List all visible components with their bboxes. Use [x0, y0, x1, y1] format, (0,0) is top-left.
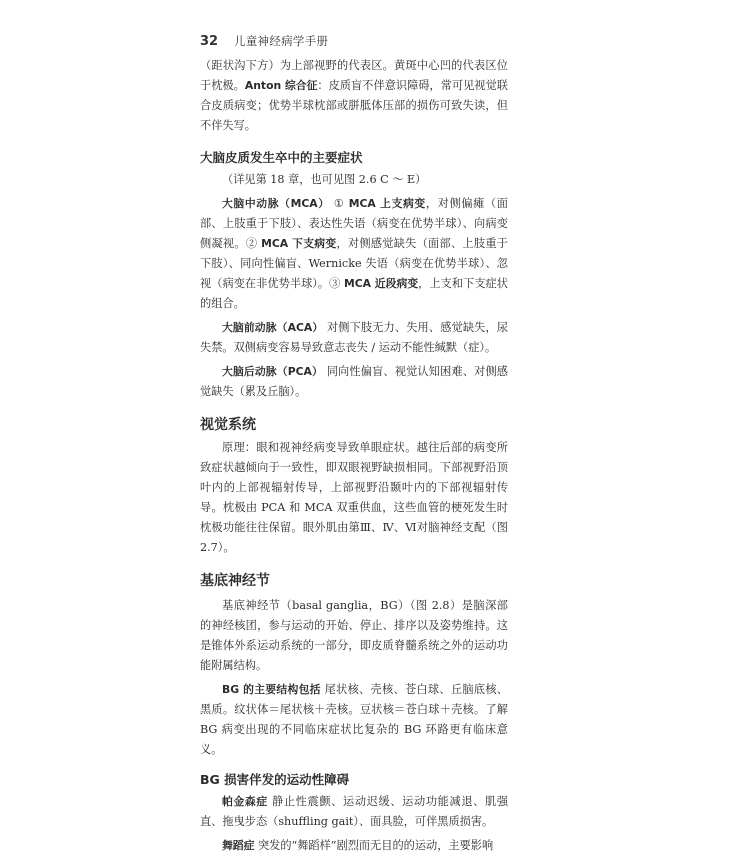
paragraph-parkinsonism — [200, 792, 508, 832]
paragraph-visual-system: 原理：眼和视神经病变导致单眼症状。越往后部的病变所致症状越倾向于一致性，即双眼视野缺损相同。下部视野沿顶叶内的上部视辐射传导，上部视野沿颞叶内的下部视辐射传导。枕极由 PCA 和 MCA 双重供血，这些血管的梗死发生时枕极功能往往保留。眼外肌由第Ⅲ、Ⅳ、Ⅵ对脑神经支配（图 2.7）。 — [200, 441, 508, 554]
term-pca: 大脑后动脉（PCA） — [222, 365, 323, 378]
running-header — [200, 33, 328, 49]
book-title: 儿童神经病学手册 — [233, 34, 329, 48]
text-run: ：皮质盲不伴意识障碍，常可见视觉联合皮质病变；优势半球枕部或胼胝体压部的损伤可致失读，但不伴失写。 — [200, 79, 508, 132]
paragraph-basal-ganglia: 基底神经节（basal ganglia，BG）（图 2.8）是脑深部的神经核团，参与运动的开始、停止、排序以及姿势维持。这是锥体外系运动系统的一部分，即皮质脊髓系统之外的运动功能附属结构。 — [200, 599, 508, 672]
paragraph-chorea — [200, 836, 508, 856]
paragraph-pca — [200, 362, 508, 402]
text-run: 对侧下肢无力、失用、感觉缺失，尿失禁。双侧病变容易导致意志丧失 / 运动不能性缄默（症）。 — [200, 321, 508, 354]
paragraph-anton — [200, 56, 508, 136]
page-number: 32 — [200, 34, 219, 49]
paragraph-aca — [200, 318, 508, 358]
text-run: 突发的“舞蹈样”剧烈而无目的的运动，主要影响 — [254, 839, 494, 852]
paragraph-mca — [200, 194, 508, 314]
text-run: ，对侧偏瘫（面部、上肢重于下肢）、表达性失语（病变在优势半球）、向病变侧凝视。② — [200, 197, 508, 250]
paragraph-bg-structures — [200, 680, 508, 760]
text-run: 尾状核、壳核、苍白球、丘脑底核、黑质。纹状体＝尾状核＋壳核。豆状核＝苍白球＋壳核。了解 BG 病变出现的不同临床症状比复杂的 BG 环路更有临床意义。 — [200, 683, 508, 756]
term-parkinsonism: 帕金森症 — [222, 795, 268, 808]
text-run: 静止性震颤、运动迟缓、运动功能减退、肌强直、拖曳步态（shuffling gait）、面具脸，可伴黑质损害。 — [200, 795, 509, 828]
term-aca: 大脑前动脉（ACA） — [222, 321, 324, 334]
text-run: （距状沟下方）为上部视野的代表区。黄斑中心凹的代表区位于枕极。 — [200, 59, 508, 92]
page-body — [200, 56, 508, 856]
heading-cortical-stroke: 大脑皮质发生卒中的主要症状 — [200, 150, 363, 165]
term-mca-proximal: MCA 近段病变 — [343, 277, 419, 290]
note-reference: （详见第 18 章，也可见图 2.6 C ～ E） — [222, 173, 427, 186]
text-run: ① — [329, 197, 349, 210]
term-bg-structures: BG 的主要结构包括 — [222, 683, 321, 696]
term-chorea: 舞蹈症 — [222, 839, 255, 852]
heading-bg-movement-disorders: BG 损害伴发的运动性障碍 — [200, 772, 350, 787]
term-mca: 大脑中动脉（MCA） — [222, 197, 330, 210]
term-mca-upper: MCA 上支病变 — [348, 197, 426, 210]
text-run: 同向性偏盲、视觉认知困难、对侧感觉缺失（累及丘脑）。 — [200, 365, 508, 398]
text-run: ，对侧感觉缺失（面部、上肢重于下肢）、同向性偏盲、Wernicke 失语（病变在优势半球）、忽视（病变在非优势半球）。③ — [200, 237, 508, 290]
text-run: ，上支和下支症状的组合。 — [200, 277, 508, 310]
term-mca-lower: MCA 下支病变 — [261, 237, 337, 250]
term-anton: Anton 综合征 — [244, 79, 318, 92]
heading-visual-system: 视觉系统 — [200, 417, 256, 433]
heading-basal-ganglia: 基底神经节 — [200, 573, 270, 589]
